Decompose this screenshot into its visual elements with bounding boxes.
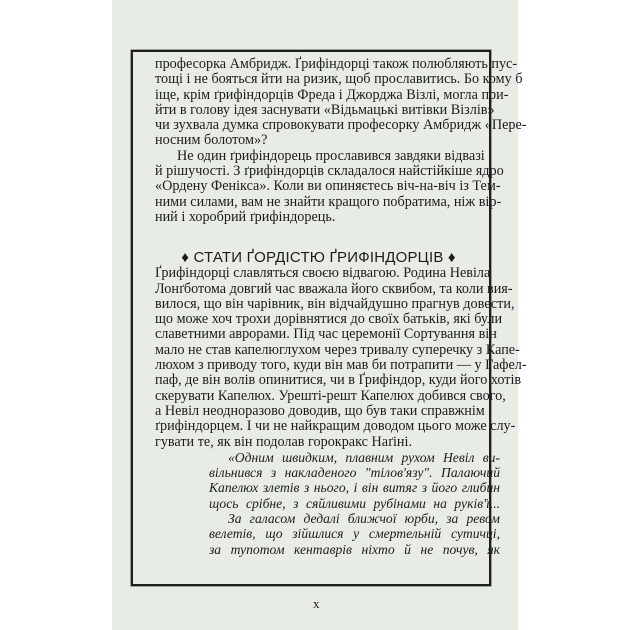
text-line: ґрифіндорцем. І чи не найкращим доводом цього може слу-	[155, 418, 516, 435]
quote-line: щось срібне, з сяйливими рубінами на руків'ї...	[209, 495, 500, 511]
text-line: Не один ґрифіндорець прославився завдяки відвазі	[177, 147, 485, 164]
quote-line: за тупотом кентаврів ніхто й не почув, як	[209, 541, 500, 557]
page-number: x	[313, 596, 320, 611]
quote-line: вільнився з накладеного "тілов'язу". Палаючий	[209, 465, 500, 481]
text-line: носним болотом»?	[155, 132, 268, 149]
paragraph-3	[155, 265, 527, 450]
text-line: а Невіл неодноразово доводив, що був таки справжнім	[155, 402, 485, 419]
text-line: паф, де він волів опинитися, чи в Ґрифіндор, куди його хотів	[155, 372, 522, 389]
text-line: Лонґботома довгий час вважала його сквибом, та коли вия-	[155, 280, 513, 297]
page-body	[155, 56, 527, 557]
section-heading: ♦ СТАТИ ҐОРДІСТЮ ҐРИФІНДОРЦІВ ♦	[181, 249, 456, 267]
text-line: що може хоч трохи дорівнятися до своїх батьків, які були	[155, 311, 503, 328]
quote-line: Капелюх злетів з нього, і він витяг з його глибин	[209, 480, 500, 496]
paragraph-2	[155, 147, 504, 225]
text-line: Ґрифіндорці славляться своєю відвагою. Родина Невіла	[155, 265, 491, 282]
text-line: люхом з приводу того, куди він мав би потрапити — у Гафел-	[155, 357, 527, 374]
quote-line: За галасом дедалі ближчої юрби, за ревом	[228, 511, 500, 527]
text-line: «Ордену Фенікса». Коли ви опиняєтесь віч-на-віч із Тем-	[155, 178, 501, 195]
text-line: ний і хоробрий ґрифіндорець.	[155, 208, 336, 225]
quote-line: «Одним швидким, плавним рухом Невіл ви-	[228, 449, 500, 465]
block-quote	[209, 450, 500, 557]
text-line: мало не став капелюглухом через тривалу суперечку з Капе-	[155, 341, 520, 358]
text-line: чи зухвала думка спровокувати професорку Амбридж «Пере-	[155, 117, 527, 134]
text-line: славетними аврорами. Під час церемонії Сортування він	[155, 326, 497, 343]
text-line: йти в голову ідея заснувати «Відьмацькі витівки Візлів»	[155, 101, 495, 118]
quote-line: велетів, що зійшлися у смертельній сутичці,	[209, 526, 500, 542]
paragraph-1	[155, 56, 527, 149]
text-line: тощі і не бояться йти на ризик, щоб прославитись. Бо кому б	[155, 71, 523, 88]
text-line: гувати те, як він подолав горокракс Наґіні.	[155, 433, 413, 450]
text-line: скерувати Капелюх. Урешті-решт Капелюх добився свого,	[155, 387, 506, 404]
text-line: іще, крім ґрифіндорців Фреда і Джорджа Візлі, могла при-	[155, 86, 509, 103]
text-line: ними силами, вам не знайти кращого побратима, ніж вір-	[155, 193, 502, 210]
text-line: вилося, що він чарівник, він відчайдушно прагнув довести,	[155, 295, 515, 312]
text-line: професорка Амбридж. Ґрифіндорці також полюбляють пус-	[155, 56, 518, 72]
text-line: й рішучості. З ґрифіндорців складалося найстійкіше ядро	[155, 163, 504, 180]
